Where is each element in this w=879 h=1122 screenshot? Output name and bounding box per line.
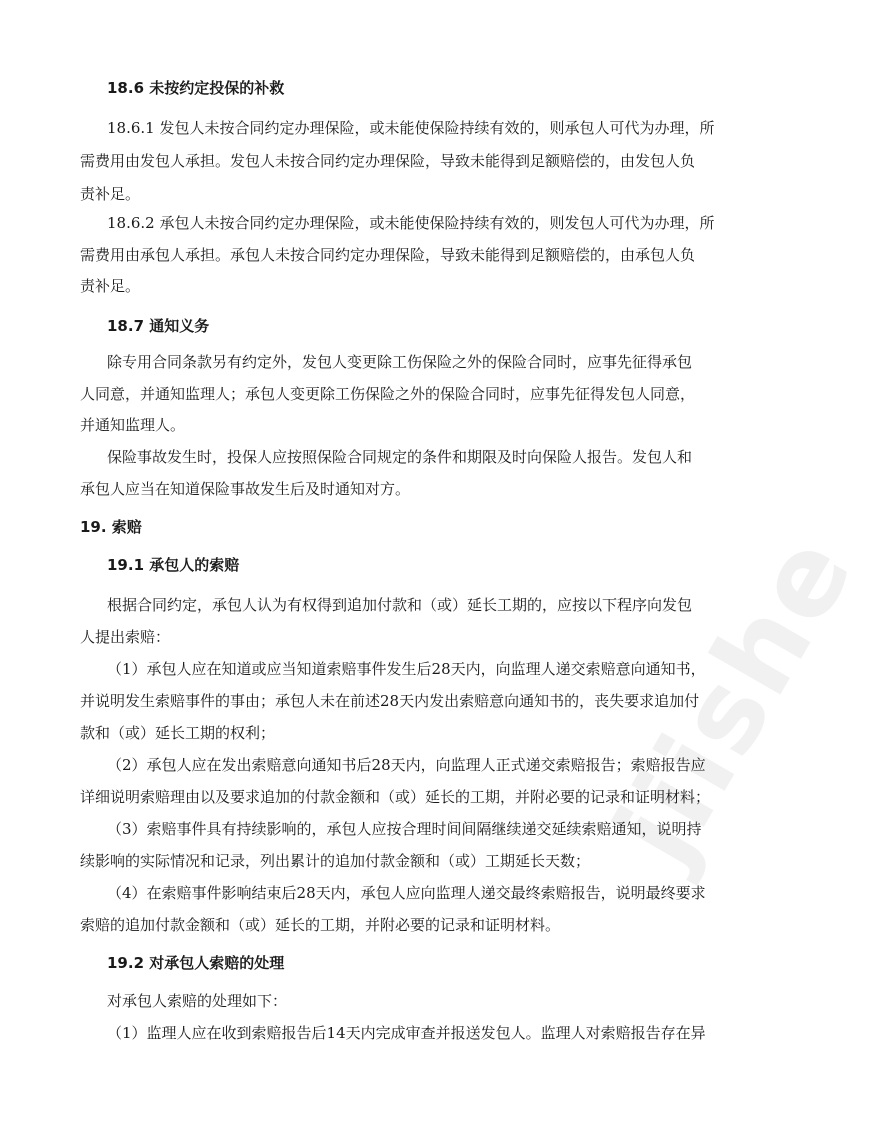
paragraph-line: 款和（或）延长工期的权利； xyxy=(80,724,276,742)
paragraph-line: 责补足。 xyxy=(80,277,141,295)
paragraph-line: 保险事故发生时，投保人应按照保险合同规定的条件和期限及时向保险人报告。发包人和 xyxy=(107,448,693,466)
watermark: jiishe xyxy=(590,512,879,884)
list-item-2: （2）承包人应在发出索赔意向通知书后28天内，向监理人正式递交索赔报告；索赔报告应 xyxy=(107,756,706,774)
section-heading-19: 19. 索赔 xyxy=(80,518,142,536)
paragraph-line: 对承包人索赔的处理如下： xyxy=(107,992,288,1010)
paragraph-line: 承包人应当在知道保险事故发生后及时通知对方。 xyxy=(80,480,411,498)
paragraph-line: 除专用合同条款另有约定外，发包人变更除工伤保险之外的保险合同时，应事先征得承包 xyxy=(107,353,693,371)
paragraph-line: 并说明发生索赔事件的事由；承包人未在前述28天内发出索赔意向通知书的，丧失要求追加付 xyxy=(80,692,700,710)
paragraph-line: 并通知监理人。 xyxy=(80,416,186,434)
paragraph-line: 索赔的追加付款金额和（或）延长的工期，并附必要的记录和证明材料。 xyxy=(80,916,561,934)
paragraph-line: 需费用由承包人承担。承包人未按合同约定办理保险，导致未能得到足额赔偿的，由承包人负 xyxy=(80,246,696,264)
list-item-1: （1）监理人应在收到索赔报告后14天内完成审查并报送发包人。监理人对索赔报告存在异 xyxy=(107,1024,706,1042)
section-heading-18-6: 18.6 未按约定投保的补救 xyxy=(107,79,285,97)
paragraph-line: 责补足。 xyxy=(80,185,141,203)
list-item-4: （4）在索赔事件影响结束后28天内，承包人应向监理人递交最终索赔报告，说明最终要求 xyxy=(107,884,706,902)
paragraph-line: 需费用由发包人承担。发包人未按合同约定办理保险，导致未能得到足额赔偿的，由发包人负 xyxy=(80,152,696,170)
section-heading-18-7: 18.7 通知义务 xyxy=(107,317,210,335)
section-heading-19-1: 19.1 承包人的索赔 xyxy=(107,556,240,574)
paragraph-line: 根据合同约定，承包人认为有权得到追加付款和（或）延长工期的，应按以下程序向发包 xyxy=(107,596,693,614)
list-item-3: （3）索赔事件具有持续影响的，承包人应按合理时间间隔继续递交延续索赔通知，说明持 xyxy=(107,820,702,838)
list-item-1: （1）承包人应在知道或应当知道索赔事件发生后28天内，向监理人递交索赔意向通知书， xyxy=(107,660,706,678)
paragraph-line: 续影响的实际情况和记录，列出累计的追加付款金额和（或）工期延长天数； xyxy=(80,852,591,870)
paragraph-line: 18.6.1 发包人未按合同约定办理保险，或未能使保险持续有效的，则承包人可代为办理，所 xyxy=(107,119,715,137)
section-heading-19-2: 19.2 对承包人索赔的处理 xyxy=(107,954,285,972)
paragraph-line: 人同意，并通知监理人；承包人变更除工伤保险之外的保险合同时，应事先征得发包人同意， xyxy=(80,385,696,403)
paragraph-line: 18.6.2 承包人未按合同约定办理保险，或未能使保险持续有效的，则发包人可代为办理，所 xyxy=(107,214,715,232)
paragraph-line: 详细说明索赔理由以及要求追加的付款金额和（或）延长的工期，并附必要的记录和证明材料； xyxy=(80,788,711,806)
paragraph-line: 人提出索赔： xyxy=(80,628,171,646)
